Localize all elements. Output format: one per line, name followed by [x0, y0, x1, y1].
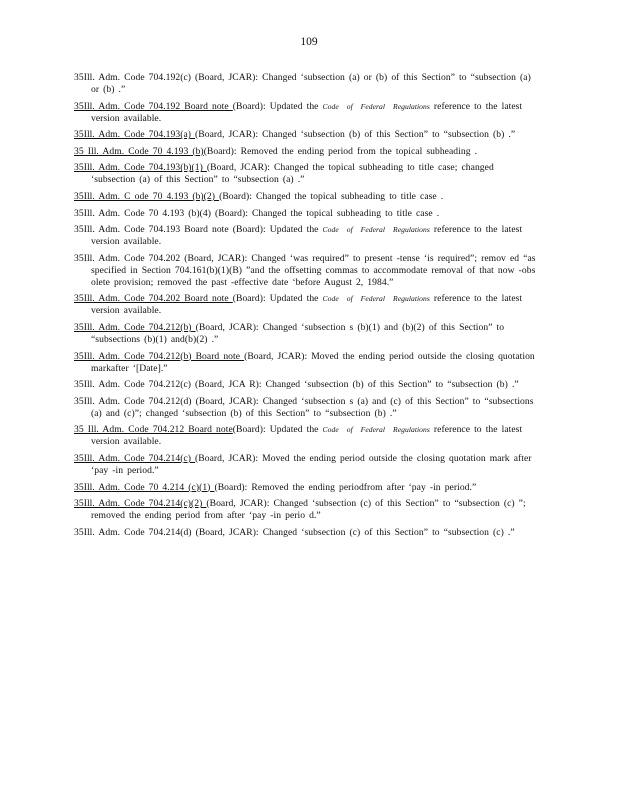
code-citation: 35Ill. Adm. Code 704.192(c): [74, 72, 191, 83]
amendment-text: (Board): Updated the: [232, 424, 323, 436]
amendment-text: (Board, JCAR): Changed ‘was required” to present -tense ‘is required”; remov ed “as specified in Section 704.161(b)(1)(B) ”and the offsetting commas to accommodate removal of that now -obs olete provision; removed the past -effective date ‘before August 2, 1984.”: [91, 252, 536, 288]
amendment-entry: [74, 129, 540, 141]
amendment-text: (Board, JCA R): Changed ‘subsection (b) of this Section” to “subsection (b) .”: [191, 379, 519, 391]
code-citation: 35Ill. Adm. Code 704.214(d): [74, 526, 192, 538]
amendment-entry: [74, 482, 540, 494]
amendment-text: reference to the latest version available.: [91, 424, 523, 448]
amendment-entry: [74, 322, 540, 346]
amendment-entry: [74, 293, 540, 317]
amendment-text: (Board, JCAR): Changed ‘subsection s (b)(1) and (b)(2) of this Section” to “subsections (b)(1) and(b)(2) .”: [91, 321, 505, 345]
italic-title: Code of Federal Regulations: [322, 294, 430, 304]
code-citation: 35Ill. Adm. C ode 70 4.193 (b)(2): [74, 190, 220, 202]
amendment-text: (Board, JCAR): Moved the ending period outside the closing quotation markafter ‘[Date].”: [91, 350, 535, 374]
code-citation: 35Ill. Adm. Code 704.214(c)(2): [74, 498, 207, 510]
code-citation: 35Ill. Adm. Code 704.214(c): [74, 452, 196, 464]
amendment-list: [74, 72, 540, 543]
amendment-text: (Board, JCAR): Changed ‘subsection s (a) and (c) of this Section” to “subsections (a) and (c)”; changed ‘subsection (b) of this Section” to “subsection (b) .”: [91, 395, 534, 419]
italic-title: Code of Federal Regulations: [322, 225, 430, 235]
code-citation: 35 Ill. Adm. Code 704.212 Board note: [74, 424, 233, 436]
amendment-text: (Board, JCAR): Changed ‘subsection (c) of this Section” to “subsection (c) .”: [191, 526, 515, 538]
amendment-entry: [74, 253, 540, 289]
amendment-entry: [74, 379, 540, 391]
amendment-entry: [74, 191, 540, 203]
amendment-text: (Board, JCAR): Changed the topical subheading to title case; changed ‘subsection (a) of this Section” to “subsection (a) .”: [91, 162, 494, 186]
code-citation: 35Ill. Adm. Code 704.202: [74, 252, 181, 264]
amendment-entry: [74, 498, 540, 522]
amendment-text: (Board): Changed the topical subheading to title case .: [210, 207, 440, 219]
amendment-text: (Board): Updated the: [228, 224, 323, 236]
code-citation: 35Ill. Adm. Code 704.193 Board note: [74, 224, 229, 236]
amendment-entry: [74, 453, 540, 477]
code-citation: 35Ill. Adm. Code 70 4.214 (c)(1): [74, 481, 215, 493]
page-number: 109: [300, 36, 318, 48]
code-citation: 35Ill. Adm. Code 704.193(b)(1): [74, 162, 207, 174]
amendment-text: (Board): Removed the ending periodfrom after ‘pay -in period.”: [214, 481, 477, 493]
amendment-entry: [74, 527, 540, 539]
amendment-text: (Board, JCAR): Changed ‘subsection (a) or (b) of this Section” to “subsection (a) or (b) .”: [91, 72, 531, 95]
code-citation: 35 Ill. Adm. Code 70 4.193 (b): [74, 145, 204, 157]
amendment-text: (Board): Removed the ending period from the topical subheading .: [203, 145, 478, 157]
code-citation: 35Ill. Adm. Code 70 4.193 (b)(4): [74, 207, 211, 219]
code-citation: 35Ill. Adm. Code 704.212(d): [74, 395, 192, 407]
code-citation: 35Ill. Adm. Code 704.202 Board note: [74, 293, 233, 305]
amendment-text: reference to the latest version available.: [91, 100, 523, 124]
amendment-entry: [74, 224, 540, 248]
amendment-entry: [74, 146, 540, 158]
amendment-entry: [74, 351, 540, 375]
code-citation: 35Ill. Adm. Code 704.212(b) Board note: [74, 350, 245, 362]
amendment-text: reference to the latest version available.: [91, 224, 523, 248]
amendment-entry: [74, 101, 540, 125]
italic-title: Code of Federal Regulations: [322, 101, 430, 111]
amendment-text: (Board): Changed the topical subheading to title case .: [219, 190, 444, 202]
amendment-text: (Board, JCAR): Moved the ending period outside the closing quotation mark after ‘pay -in period.”: [91, 452, 532, 476]
code-citation: 35Ill. Adm. Code 704.212(b): [74, 321, 196, 333]
amendment-entry: [74, 208, 540, 220]
amendment-text: (Board, JCAR): Changed ‘subsection (b) of this Section” to “subsection (b) .”: [195, 129, 516, 141]
amendment-entry: [74, 72, 540, 96]
code-citation: 35Ill. Adm. Code 704.192 Board note: [74, 100, 233, 112]
amendment-entry: [74, 424, 540, 448]
amendment-text: (Board): Updated the: [232, 293, 323, 305]
amendment-text: reference to the latest version available.: [91, 293, 523, 317]
amendment-entry: [74, 396, 540, 420]
amendment-entry: [74, 162, 540, 186]
amendment-text: (Board, JCAR): Changed ‘subsection (c) of this Section” to “subsection (c) ”; removed the ending period from after ‘pay -in perio d.”: [91, 498, 526, 522]
code-citation: 35Ill. Adm. Code 704.212(c): [74, 379, 191, 391]
amendment-text: (Board): Updated the: [232, 100, 323, 112]
italic-title: Code of Federal Regulations: [322, 425, 430, 435]
code-citation: 35Ill. Adm. Code 704.193(a): [74, 129, 196, 141]
